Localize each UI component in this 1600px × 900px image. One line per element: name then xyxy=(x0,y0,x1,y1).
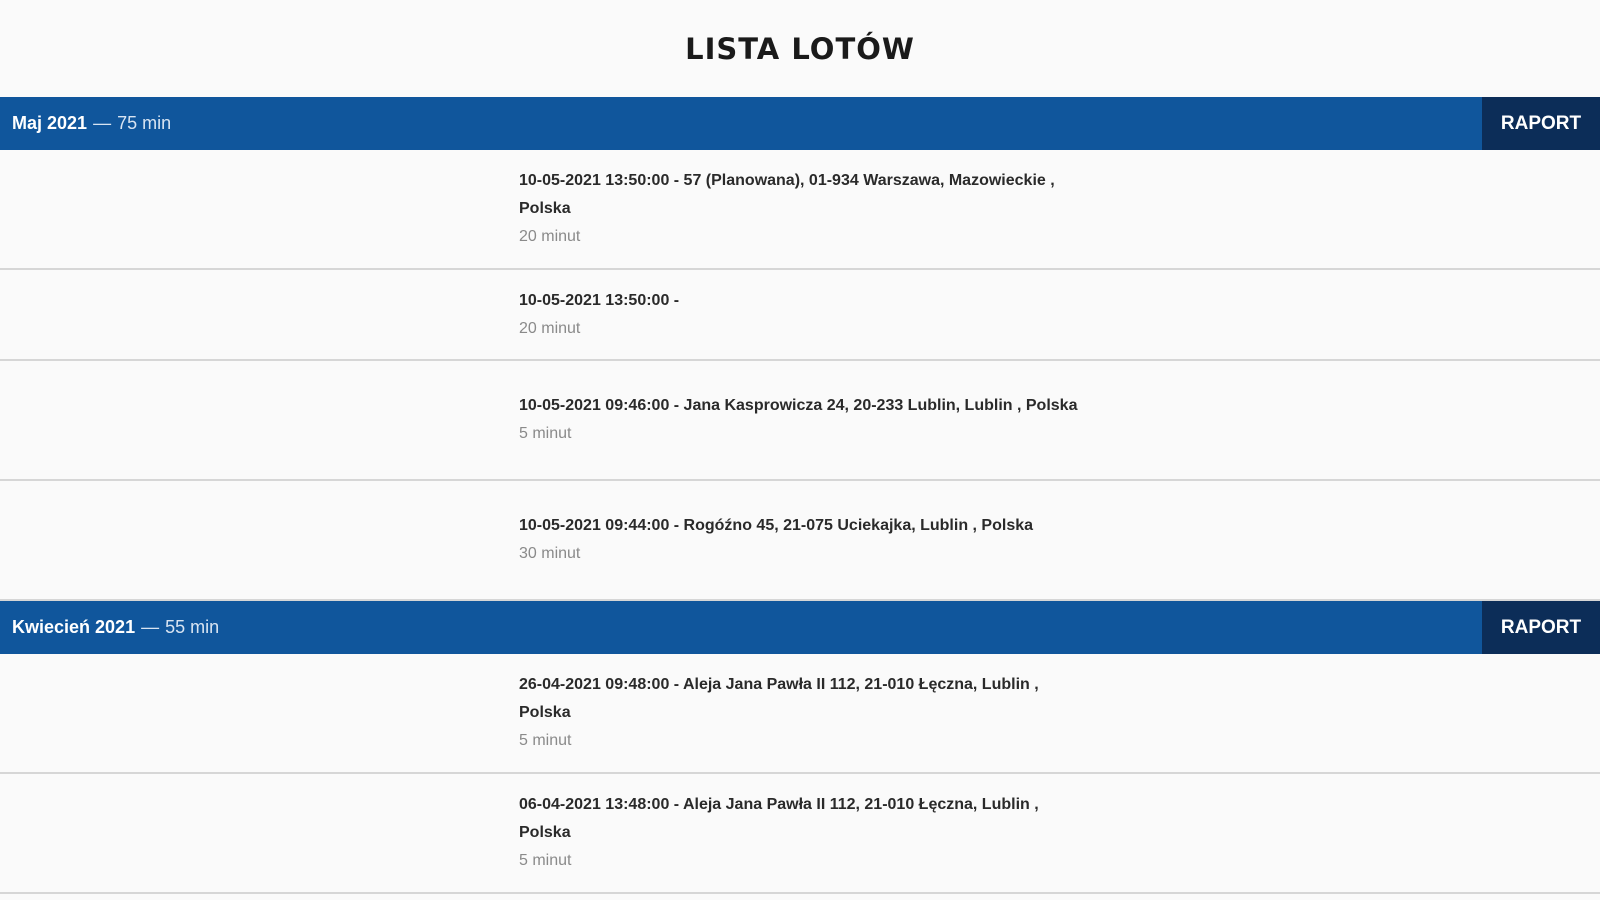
flight-description: 10-05-2021 09:46:00 - Jana Kasprowicza 24, 20-233 Lublin, Lublin , Polska xyxy=(519,397,1078,414)
flight-duration: 30 minut xyxy=(519,545,581,562)
report-button[interactable]: RAPORT xyxy=(1482,97,1600,150)
month-header xyxy=(0,97,1600,150)
month-name: Maj 2021 xyxy=(12,113,88,133)
month-separator: — xyxy=(141,617,160,637)
flight-list-item[interactable] xyxy=(0,150,1600,270)
month-total-time: 75 min xyxy=(117,113,172,133)
flight-duration: 20 minut xyxy=(519,228,581,245)
flight-description: 06-04-2021 13:48:00 - Aleja Jana Pawła II 112, 21-010 Łęczna, Lublin , Polska xyxy=(519,796,1039,841)
month-label xyxy=(0,601,219,654)
month-total-time: 55 min xyxy=(165,617,220,637)
flight-duration: 20 minut xyxy=(519,319,581,337)
flight-list-item[interactable] xyxy=(0,774,1600,894)
report-button[interactable]: RAPORT xyxy=(1482,601,1600,654)
month-name: Kwiecień 2021 xyxy=(12,617,136,637)
month-separator: — xyxy=(93,113,112,133)
flight-duration: 5 minut xyxy=(519,732,572,749)
month-label xyxy=(0,97,171,150)
flight-list-item[interactable] xyxy=(0,481,1600,601)
flight-duration: 5 minut xyxy=(519,425,572,442)
flight-description: 10-05-2021 13:50:00 - 57 (Planowana), 01-934 Warszawa, Mazowieckie , Polska xyxy=(519,172,1055,217)
flight-description: 10-05-2021 09:44:00 - Rogóźno 45, 21-075 Uciekajka, Lublin , Polska xyxy=(519,517,1034,534)
flight-duration: 5 minut xyxy=(519,852,572,869)
flight-description: 10-05-2021 13:50:00 - xyxy=(519,291,680,309)
flight-list-item[interactable] xyxy=(0,361,1600,481)
month-header xyxy=(0,601,1600,654)
flight-description: 26-04-2021 09:48:00 - Aleja Jana Pawła II 112, 21-010 Łęczna, Lublin , Polska xyxy=(519,676,1039,721)
flight-list-item[interactable] xyxy=(0,654,1600,774)
flight-list-item[interactable] xyxy=(0,270,1600,361)
page-title: LISTA LOTÓW xyxy=(685,31,915,66)
